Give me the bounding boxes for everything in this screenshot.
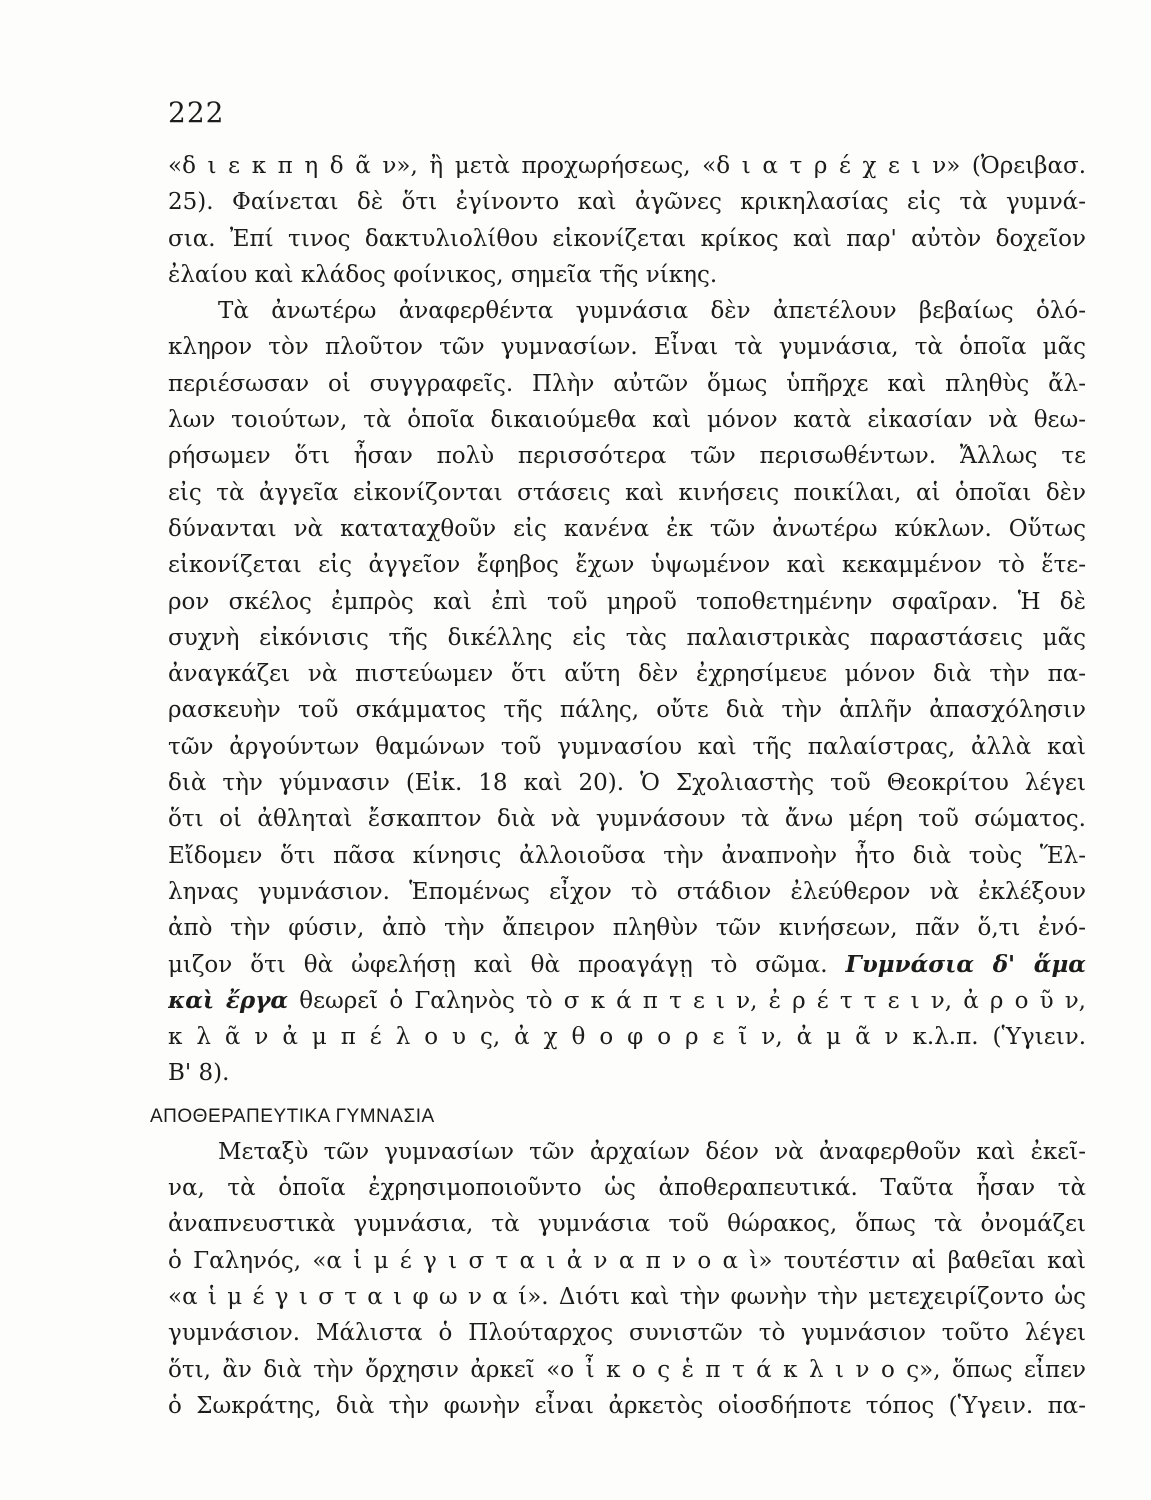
- body-text: [150, 148, 1086, 1424]
- text-line: λων τοιούτων, τὰ ὁποῖα δικαιούμεθα καὶ μόνον κατὰ εἰκασίαν νὰ θεω-: [168, 407, 1086, 434]
- bold-term: καὶ ἔργα: [168, 986, 289, 1014]
- text-line: ὅτι, ἂν διὰ τὴν ὄρχησιν ἀρκεῖ «ο ἶ κ ο ς ἑ π τ ά κ λ ι ν ο ς», ὅπως εἶπεν: [168, 1356, 1086, 1383]
- text-line: περιέσωσαν οἱ συγγραφεῖς. Πλὴν αὐτῶν ὅμως ὑπῆρχε καὶ πληθὺς ἄλ-: [168, 370, 1086, 397]
- section-heading: ΑΠΟΘΕΡΑΠΕΥΤΙΚΑ ΓΥΜΝΑΣΙΑ: [150, 1105, 435, 1127]
- text-line: ληνας γυμνάσιον. Ἑπομένως εἶχον τὸ στάδιον ἐλεύθερον νὰ ἐκλέξουν: [168, 878, 1086, 905]
- text-line: ἀπὸ τὴν φύσιν, ἀπὸ τὴν ἄπειρον πληθὺν τῶν κινήσεων, πᾶν ὅ,τι ἐνό-: [168, 915, 1086, 942]
- text-line: κ λ ᾶ ν ἀ μ π έ λ ο υ ς, ἀ χ θ ο φ ο ρ ε ῖ ν, ἀ μ ᾶ ν κ.λ.π. (Ὑγιειν.: [168, 1024, 1086, 1051]
- text-line: διὰ τὴν γύμνασιν (Εἰκ. 18 καὶ 20). Ὁ Σχολιαστὴς τοῦ Θεοκρίτου λέγει: [168, 770, 1086, 797]
- text-line: ρασκευὴν τοῦ σκάμματος τῆς πάλης, οὔτε διὰ τὴν ἁπλῆν ἀπασχόλησιν: [168, 697, 1086, 724]
- text-line: ὁ Σωκράτης, διὰ τὴν φωνὴν εἶναι ἀρκετὸς οἱοσδήποτε τόπος (Ὑγειν. πα-: [168, 1392, 1086, 1419]
- text-line: Εἴδομεν ὅτι πᾶσα κίνησις ἀλλοιοῦσα τὴν ἀναπνοὴν ἦτο διὰ τοὺς Ἕλ-: [168, 842, 1086, 869]
- text-line: ρήσωμεν ὅτι ἦσαν πολὺ περισσότερα τῶν περισωθέντων. Ἄλλως τε: [168, 443, 1086, 470]
- text-line: Τὰ ἀνωτέρω ἀναφερθέντα γυμνάσια δὲν ἀπετέλουν βεβαίως ὁλό-: [218, 298, 1086, 325]
- text-line: εἰς τὰ ἀγγεῖα εἰκονίζονται στάσεις καὶ κινήσεις ποικίλαι, αἱ ὁποῖαι δὲν: [168, 479, 1086, 506]
- text-line: συχνὴ εἰκόνισις τῆς δικέλλης εἰς τὰς παλαιστρικὰς παραστάσεις μᾶς: [168, 624, 1086, 651]
- text-line-with-bold: [168, 983, 1086, 1019]
- text-line: ὅτι οἱ ἀθληταὶ ἔσκαπτον διὰ νὰ γυμνάσουν τὰ ἄνω μέρη τοῦ σώματος.: [168, 806, 1086, 833]
- text-line: κληρον τὸν πλοῦτον τῶν γυμνασίων. Εἶναι τὰ γυμνάσια, τὰ ὁποῖα μᾶς: [168, 334, 1086, 361]
- text-line: ἐλαίου καὶ κλάδος φοίνικος, σημεῖα τῆς νίκης.: [168, 261, 718, 288]
- text-line: «δ ι ε κ π η δ ᾶ ν», ἢ μετὰ προχωρήσεως, «δ ι α τ ρ έ χ ε ι ν» (Ὀρειβασ.: [168, 153, 1086, 179]
- text-line: ἀναγκάζει νὰ πιστεύωμεν ὅτι αὕτη δὲν ἐχρησίμευε μόνον διὰ τὴν πα-: [168, 661, 1086, 688]
- text-line: δύνανται νὰ καταταχθοῦν εἰς κανένα ἐκ τῶν ἀνωτέρω κύκλων. Οὕτως: [168, 515, 1086, 542]
- text-line: τῶν ἀργούντων θαμώνων τοῦ γυμνασίου καὶ τῆς παλαίστρας, ἀλλὰ καὶ: [168, 733, 1086, 760]
- text-line: «α ἱ μ έ γ ι σ τ α ι φ ω ν α ί». Διότι καὶ τὴν φωνὴν τὴν μετεχειρίζοντο ὡς: [168, 1283, 1086, 1310]
- text-line: ρον σκέλος ἐμπρὸς καὶ ἐπὶ τοῦ μηροῦ τοποθετημένην σφαῖραν. Ἡ δὲ: [168, 588, 1086, 615]
- bold-term: Γυμνάσια δ' ἅμα: [845, 950, 1086, 978]
- text-line-with-bold: [168, 947, 1086, 983]
- text-line: ὁ Γαληνός, «α ἱ μ έ γ ι σ τ α ι ἀ ν α π ν ο α ὶ» τουτέστιν αἱ βαθεῖαι καὶ: [168, 1247, 1086, 1274]
- text-line: σια. Ἐπί τινος δακτυλιολίθου εἰκονίζεται κρίκος καὶ παρ' αὐτὸν δοχεῖον: [168, 225, 1086, 252]
- text-line: Μεταξὺ τῶν γυμνασίων τῶν ἀρχαίων δέον νὰ ἀναφερθοῦν καὶ ἐκεῖ-: [218, 1138, 1086, 1165]
- page-number: 222: [168, 96, 225, 129]
- text-line: Β' 8).: [168, 1060, 230, 1087]
- text-line: 25). Φαίνεται δὲ ὅτι ἐγίνοντο καὶ ἀγῶνες κρικηλασίας εἰς τὰ γυμνά-: [168, 189, 1086, 216]
- text-fragment: μιζον ὅτι θὰ ὠφελήσῃ καὶ θὰ προαγάγῃ τὸ σῶμα.: [168, 951, 846, 978]
- text-fragment: θεωρεῖ ὁ Γαληνὸς τὸ σ κ ά π τ ε ι ν, ἐ ρ έ τ τ ε ι ν, ἀ ρ ο ῦ ν,: [288, 987, 1086, 1014]
- text-line: να, τὰ ὁποῖα ἐχρησιμοποιοῦντο ὡς ἀποθεραπευτικά. Ταῦτα ἦσαν τὰ: [168, 1175, 1086, 1202]
- text-line: εἰκονίζεται εἰς ἀγγεῖον ἔφηβος ἔχων ὑψωμένον καὶ κεκαμμένον τὸ ἕτε-: [168, 552, 1086, 579]
- text-line: ἀναπνευστικὰ γυμνάσια, τὰ γυμνάσια τοῦ θώρακος, ὅπως τὰ ὀνομάζει: [168, 1211, 1086, 1238]
- text-line: γυμνάσιον. Μάλιστα ὁ Πλούταρχος συνιστῶν τὸ γυμνάσιον τοῦτο λέγει: [168, 1320, 1086, 1347]
